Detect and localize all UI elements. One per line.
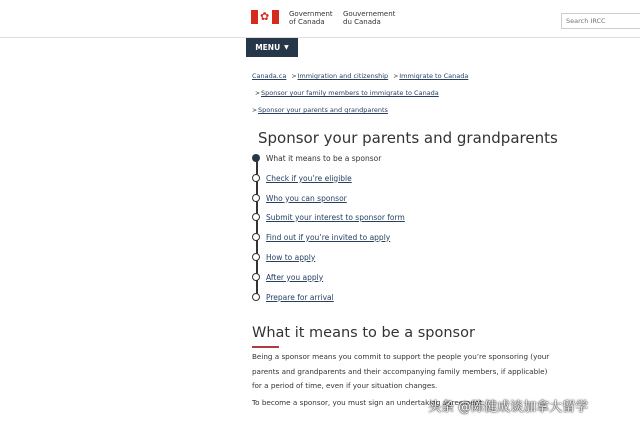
step-link-prepare-arrival[interactable]: Prepare for arrival <box>266 292 334 302</box>
step-item-check-eligible <box>252 172 352 184</box>
step-navigation <box>252 150 512 300</box>
paragraph-undertaking: To become a sponsor, you must sign an undertaking agreement. <box>252 398 485 407</box>
breadcrumb-canada-ca[interactable]: Canada.ca <box>252 72 287 80</box>
step-item-find-out-invited <box>252 231 391 243</box>
canada-flag-icon[interactable]: ✿ <box>251 10 279 24</box>
step-item-after-you-apply <box>252 271 324 283</box>
step-link-who-you-can-sponsor[interactable]: Who you can sponsor <box>266 193 347 203</box>
step-link-submit-interest[interactable]: Submit your interest to sponsor form <box>266 212 405 222</box>
government-of-canada-wordmark[interactable]: Government of Canada <box>289 10 333 26</box>
chevron-right-icon: > <box>393 73 399 80</box>
breadcrumb <box>252 68 640 119</box>
menu-button[interactable] <box>246 38 298 57</box>
step-link-how-to-apply[interactable]: How to apply <box>266 252 316 262</box>
step-dot-icon <box>252 293 260 301</box>
step-dot-icon <box>252 194 260 202</box>
step-link-after-you-apply[interactable]: After you apply <box>266 272 324 282</box>
step-link-check-eligible[interactable]: Check if you’re eligible <box>266 173 352 183</box>
step-dot-icon <box>252 253 260 261</box>
paragraph-sponsor-commitment: Being a sponsor means you commit to support the people you’re sponsoring (your parents and grandparents and their accompanying family members, if applicable) for a period of time, even if your situation changes. <box>252 352 550 390</box>
step-item-submit-interest <box>252 211 405 223</box>
step-item-who-you-can-sponsor <box>252 192 347 204</box>
step-item-how-to-apply <box>252 251 316 263</box>
chevron-down-icon: ▼ <box>284 44 289 51</box>
gouvernement-du-canada-wordmark[interactable]: Gouvernement du Canada <box>343 10 396 26</box>
step-dot-icon <box>252 273 260 281</box>
step-dot-icon <box>252 233 260 241</box>
page-title: Sponsor your parents and grandparents <box>258 129 558 147</box>
title-underline-rule <box>252 346 279 348</box>
chevron-right-icon: > <box>252 107 258 114</box>
step-item-what-it-means <box>252 152 382 164</box>
section-title: What it means to be a sponsor <box>252 325 475 341</box>
step-current-dot-icon <box>252 154 260 162</box>
chevron-right-icon: > <box>255 90 261 97</box>
step-label: What it means to be a sponsor <box>266 153 382 163</box>
menu-label: MENU <box>255 43 281 52</box>
watermark-text: 头条 @陈健成谈加拿大留学 <box>428 400 589 415</box>
breadcrumb-immigrate-to-canada[interactable]: Immigrate to Canada <box>399 72 469 80</box>
breadcrumb-immigration-citizenship[interactable]: Immigration and citizenship <box>297 72 389 80</box>
chevron-right-icon: > <box>291 73 297 80</box>
step-dot-icon <box>252 213 260 221</box>
step-item-prepare-arrival <box>252 291 334 303</box>
step-link-find-out-invited[interactable]: Find out if you’re invited to apply <box>266 232 391 242</box>
breadcrumb-sponsor-parents[interactable]: Sponsor your parents and grandparents <box>258 106 388 114</box>
step-dot-icon <box>252 174 260 182</box>
breadcrumb-sponsor-family[interactable]: Sponsor your family members to immigrate to Canada <box>261 89 439 97</box>
site-header <box>0 0 640 38</box>
search-input[interactable] <box>561 13 640 29</box>
